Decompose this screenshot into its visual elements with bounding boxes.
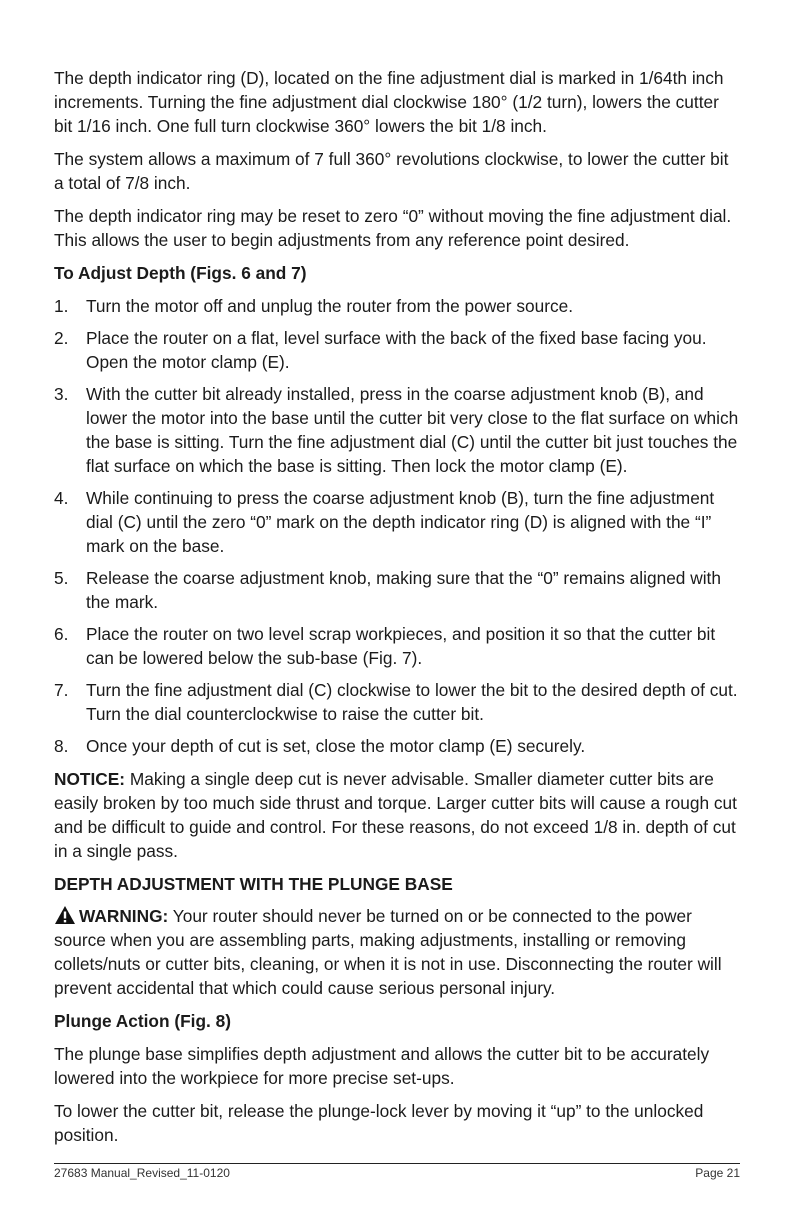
warning-triangle-icon	[54, 905, 76, 925]
step-text: Place the router on two level scrap workpieces, and position it so that the cutter bit can be lowered below the sub-base (Fig. 7).	[86, 624, 716, 668]
step-text: Turn the motor off and unplug the router from the power source.	[86, 296, 574, 316]
paragraph-max-revolutions: The system allows a maximum of 7 full 360° revolutions clockwise, to lower the cutter bit a total of 7/8 inch.	[54, 149, 729, 193]
step-item	[54, 622, 740, 670]
step-text: While continuing to press the coarse adjustment knob (B), turn the fine adjustment dial (C) until the zero “0” mark on the depth indicator ring (D) is aligned with the “I” mark on the base.	[86, 488, 715, 556]
paragraph-reset-zero: The depth indicator ring may be reset to zero “0” without moving the fine adjustment dial. This allows the user to begin adjustments from any reference point desired.	[54, 206, 732, 250]
step-number: 8.	[54, 736, 69, 756]
footer-page-number: Page 21	[695, 1166, 740, 1180]
step-item	[54, 566, 740, 614]
footer-document-id: 27683 Manual_Revised_11-0120	[54, 1166, 230, 1180]
step-text: Place the router on a flat, level surface with the back of the fixed base facing you. Open the motor clamp (E).	[86, 328, 707, 372]
step-item	[54, 734, 740, 758]
plunge-base-section-heading: DEPTH ADJUSTMENT WITH THE PLUNGE BASE	[54, 874, 453, 894]
manual-page-body	[54, 66, 740, 1156]
notice-text: Making a single deep cut is never advisable. Smaller diameter cutter bits are easily broken by too much side thrust and torque. Larger cutter bits will cause a rough cut and be difficult to guide and control. For these reasons, do not exceed 1/8 in. depth of cut in a single pass.	[54, 769, 737, 861]
step-item	[54, 294, 740, 318]
step-item	[54, 382, 740, 478]
step-text: Once your depth of cut is set, close the motor clamp (E) securely.	[86, 736, 586, 756]
step-number: 6.	[54, 624, 69, 644]
step-number: 5.	[54, 568, 69, 588]
step-number: 3.	[54, 384, 69, 404]
step-text: With the cutter bit already installed, press in the coarse adjustment knob (B), and lower the motor into the base until the cutter bit very close to the flat surface on which the base is sitting. Turn the fine adjustment dial (C) until the cutter bit just touches the flat surface on which the base is sitting. Then lock the motor clamp (E).	[86, 384, 739, 476]
paragraph-lower-cutter-bit: To lower the cutter bit, release the plunge-lock lever by moving it “up” to the unlocked position.	[54, 1101, 704, 1145]
paragraph-plunge-simplifies: The plunge base simplifies depth adjustment and allows the cutter bit to be accurately lowered into the workpiece for more precise set-ups.	[54, 1044, 710, 1088]
adjust-depth-steps	[54, 294, 740, 758]
warning-paragraph	[54, 904, 740, 1000]
notice-paragraph	[54, 767, 740, 863]
step-number: 2.	[54, 328, 69, 348]
step-text: Turn the fine adjustment dial (C) clockwise to lower the bit to the desired depth of cut. Turn the dial counterclockwise to raise the cutter bit.	[86, 680, 738, 724]
warning-label: WARNING:	[79, 906, 169, 926]
step-number: 7.	[54, 680, 69, 700]
step-item	[54, 486, 740, 558]
step-number: 1.	[54, 296, 69, 316]
paragraph-depth-indicator: The depth indicator ring (D), located on the fine adjustment dial is marked in 1/64th inch increments. Turning the fine adjustment dial clockwise 180° (1/2 turn), lowers the cutter bit 1/16 inch. One full turn clockwise 360° lowers the bit 1/8 inch.	[54, 68, 724, 136]
warning-text: Your router should never be turned on or be connected to the power source when you are assembling parts, making adjustments, installing or removing collets/nuts or cutter bits, cleaning, or when it is not in use. Disconnecting the router will prevent accidental that which could cause serious personal injury.	[54, 906, 722, 998]
page-footer	[54, 1163, 740, 1180]
adjust-depth-heading: To Adjust Depth (Figs. 6 and 7)	[54, 263, 307, 283]
plunge-action-heading: Plunge Action (Fig. 8)	[54, 1011, 231, 1031]
step-item	[54, 678, 740, 726]
step-number: 4.	[54, 488, 69, 508]
step-item	[54, 326, 740, 374]
step-text: Release the coarse adjustment knob, making sure that the “0” remains aligned with the mark.	[86, 568, 721, 612]
notice-label: NOTICE:	[54, 769, 126, 789]
